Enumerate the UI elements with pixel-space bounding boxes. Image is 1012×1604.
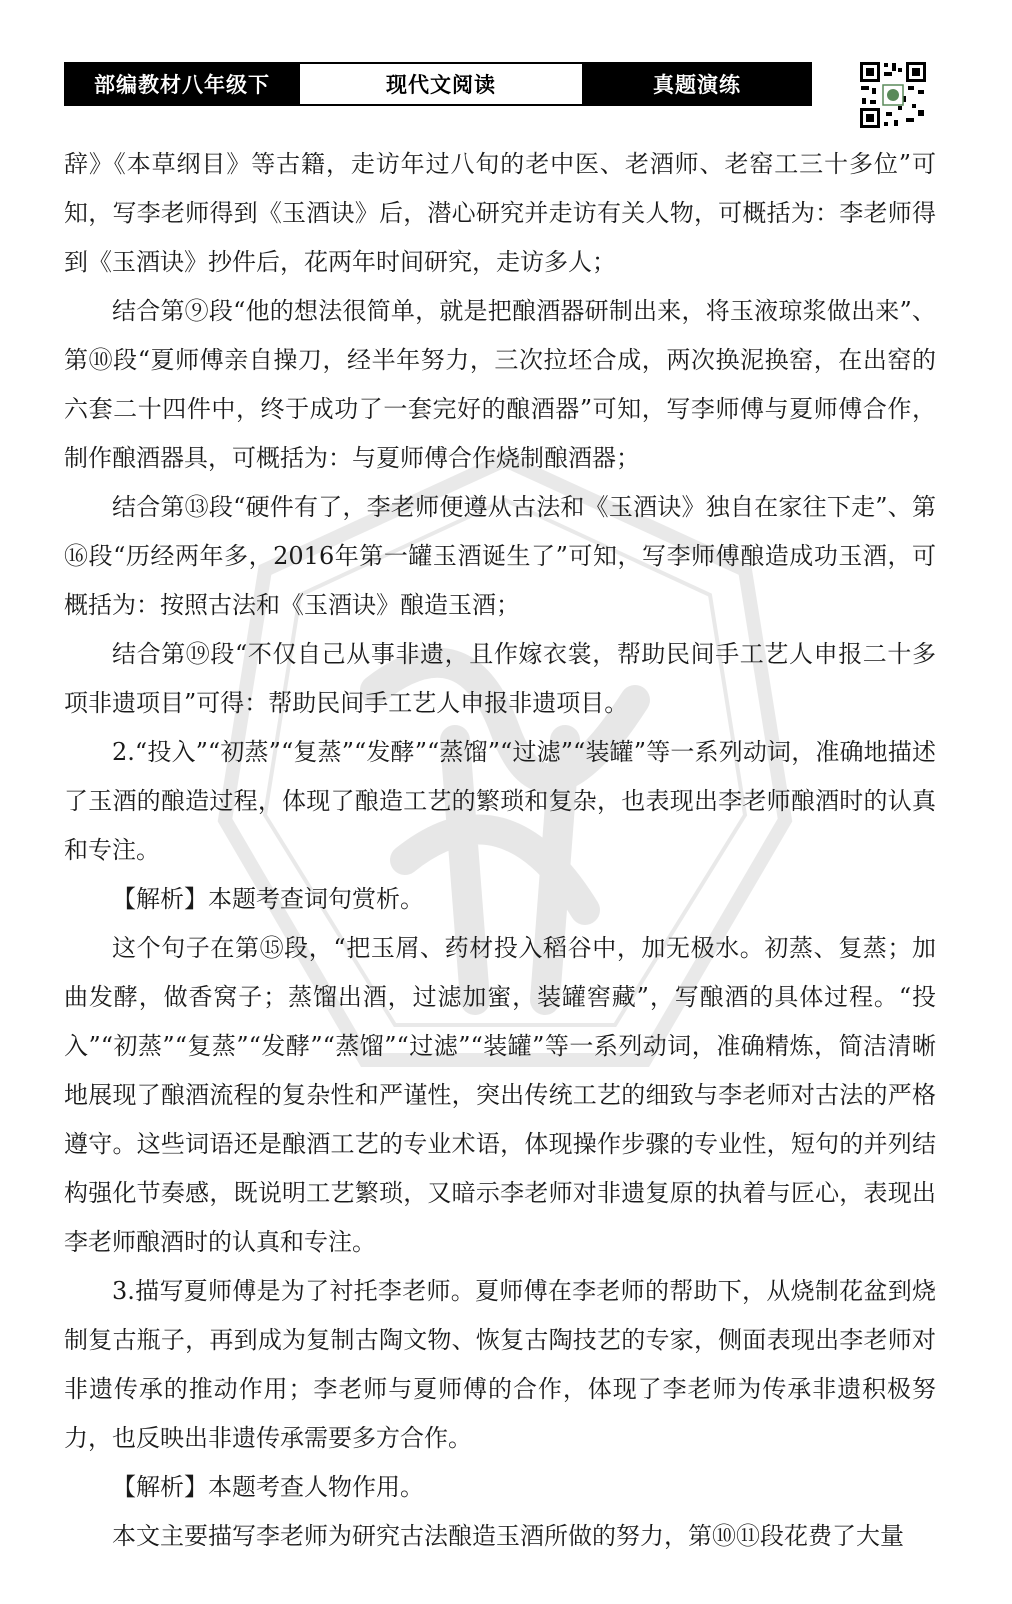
- analysis-label: 【解析】本题考查词句赏析。: [112, 885, 424, 913]
- paragraph: 结合第⑲段“不仅自己从事非遗，且作嫁衣裳，帮助民间手工艺人申报二十多项非遗项目”可得：帮助民间手工艺人申报非遗项目。: [64, 640, 936, 717]
- paragraph: 本文主要描写李老师为研究古法酿造玉酒所做的努力，第⑩⑪段花费了大量: [112, 1522, 904, 1550]
- header-section-title: 现代文阅读: [298, 64, 584, 104]
- header-grade-label: 部编教材八年级下: [66, 64, 298, 104]
- paragraph: 这个句子在第⑮段，“把玉屑、药材投入稻谷中，加无极水。初蒸、复蒸；加曲发酵，做香窝子；蒸馏出酒，过滤加蜜，装罐窖藏”，写酿酒的具体过程。“投入”“初蒸”“复蒸”“发酵”“蒸馏”“过滤”“装罐”等一系列动词，准确精炼，简洁清晰地展现了酿酒流程的复杂性和严谨性，突出传统工艺的细致与李老师对古法的严格遵守。这些词语还是酿酒工艺的专业术语，体现操作步骤的专业性，短句的并列结构强化节奏感，既说明工艺繁琐，又暗示李老师对非遗复原的执着与匠心，表现出李老师酿酒时的认真和专注。: [64, 934, 936, 1256]
- paragraph: 结合第⑨段“他的想法很简单，就是把酿酒器研制出来，将玉液琼浆做出来”、第⑩段“夏师傅亲自操刀，经半年努力，三次拉坯合成，两次换泥换窑，在出窑的六套二十四件中，终于成功了一套完好的酿酒器”可知，写李师傅与夏师傅合作，制作酿酒器具，可概括为：与夏师傅合作烧制酿酒器；: [64, 297, 936, 472]
- paragraph: 辞》《本草纲目》等古籍，走访年过八旬的老中医、老酒师、老窑工三十多位”可知，写李老师得到《玉酒诀》后，潜心研究并走访有关人物，可概括为：李老师得到《玉酒诀》抄件后，花两年时间研究，走访多人；: [64, 150, 936, 276]
- qr-code-icon: [858, 60, 928, 130]
- header-exercise-label: 真题演练: [584, 64, 810, 104]
- answer-3: 3.描写夏师傅是为了衬托李老师。夏师傅在李老师的帮助下，从烧制花盆到烧制复古瓶子，再到成为复制古陶文物、恢复古陶技艺的专家，侧面表现出李老师对非遗传承的推动作用；李老师与夏师傅的合作，体现了李老师为传承非遗积极努力，也反映出非遗传承需要多方合作。: [64, 1277, 936, 1452]
- page-header: [64, 62, 812, 106]
- paragraph: 结合第⑬段“硬件有了，李老师便遵从古法和《玉酒诀》独自在家往下走”、第⑯段“历经两年多，2016年第一罐玉酒诞生了”可知，写李师傅酿造成功玉酒，可概括为：按照古法和《玉酒诀》酿造玉酒；: [64, 493, 936, 619]
- analysis-label: 【解析】本题考查人物作用。: [112, 1473, 424, 1501]
- answer-2: 2.“投入”“初蒸”“复蒸”“发酵”“蒸馏”“过滤”“装罐”等一系列动词，准确地描述了玉酒的酿造过程，体现了酿造工艺的繁琐和复杂，也表现出李老师酿酒时的认真和专注。: [64, 738, 936, 864]
- document-body: [64, 140, 936, 1561]
